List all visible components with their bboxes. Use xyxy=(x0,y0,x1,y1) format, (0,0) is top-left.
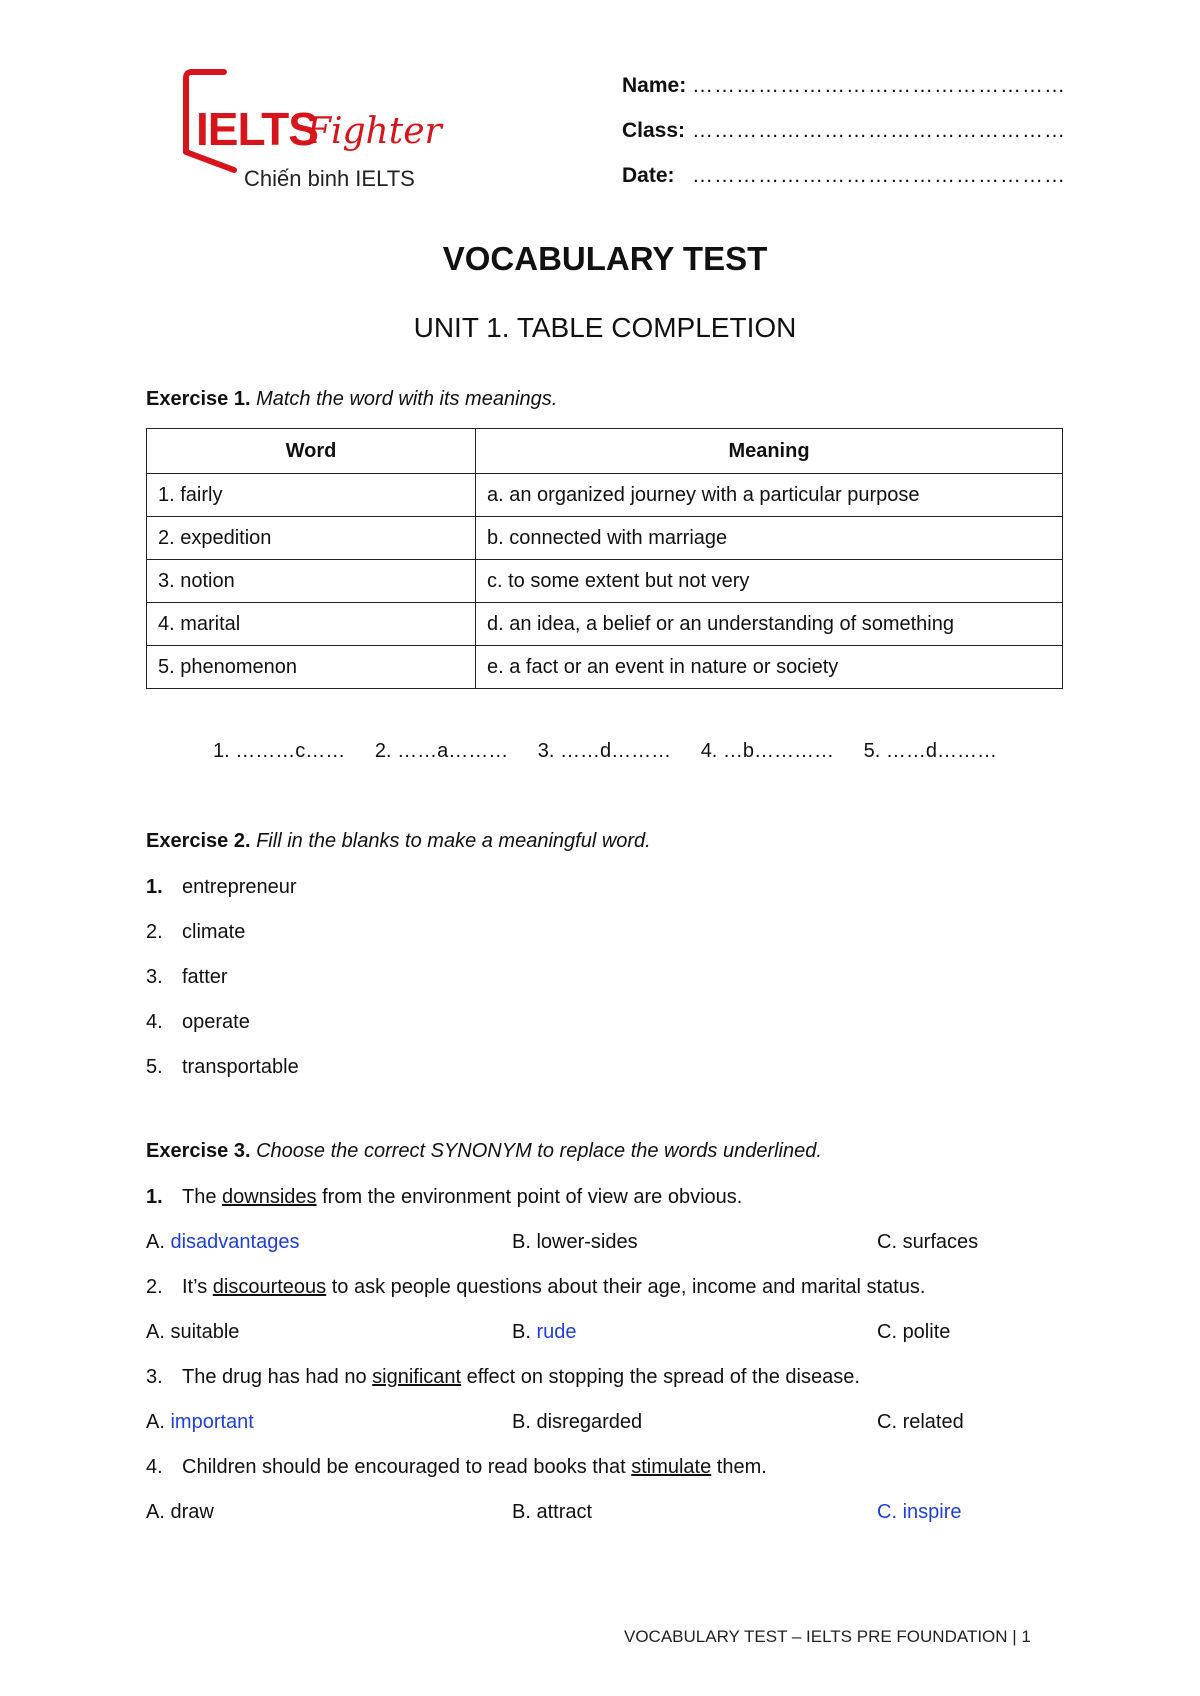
list-item xyxy=(146,966,299,1011)
option-text: attract xyxy=(536,1501,593,1523)
question-text xyxy=(182,1186,742,1209)
exercise-1-label: Exercise 1. xyxy=(146,388,251,410)
option-text: disadvantages xyxy=(170,1231,300,1253)
item-number: 1. xyxy=(146,876,163,898)
student-info-fields xyxy=(622,74,1066,209)
date-field[interactable] xyxy=(622,164,1066,209)
item-number: 3. xyxy=(146,966,163,988)
question-text-after: them. xyxy=(711,1456,767,1478)
page-subtitle: UNIT 1. TABLE COMPLETION xyxy=(413,312,797,343)
item-number: 4. xyxy=(146,1011,163,1033)
word-cell: 2. expedition xyxy=(147,517,476,560)
option-letter: B. xyxy=(512,1231,531,1253)
item-number: 2. xyxy=(146,921,163,943)
answer-blank-5[interactable]: 5. ……d……… xyxy=(863,740,997,762)
table-row xyxy=(147,517,1063,560)
item-number: 5. xyxy=(146,1056,163,1078)
exercise-3-instruction: Choose the correct SYNONYM to replace the words underlined. xyxy=(256,1140,822,1162)
table-row xyxy=(147,603,1063,646)
meaning-cell: a. an organized journey with a particular purpose xyxy=(476,474,1063,517)
option-letter: C. xyxy=(877,1321,897,1343)
option-b[interactable] xyxy=(512,1411,642,1434)
exercise-2-heading xyxy=(146,830,651,853)
class-field[interactable] xyxy=(622,119,1066,164)
logo-script-text: Fighter xyxy=(306,111,442,152)
page-footer: VOCABULARY TEST – IELTS PRE FOUNDATION | 1 xyxy=(624,1627,1031,1646)
option-letter: A. xyxy=(146,1231,165,1253)
option-c[interactable] xyxy=(877,1501,961,1524)
name-blank[interactable]: …………………………………………… xyxy=(692,74,1066,97)
date-label: Date: xyxy=(622,164,675,187)
item-word: transportable xyxy=(182,1056,299,1078)
logo-subtitle: Chiến binh IELTS xyxy=(244,166,415,191)
option-letter: B. xyxy=(512,1321,531,1343)
option-a[interactable] xyxy=(146,1411,254,1434)
option-b[interactable] xyxy=(512,1321,577,1344)
exercise-1-answers xyxy=(0,740,1200,763)
answer-blank-4[interactable]: 4. …b………… xyxy=(700,740,835,762)
question-text xyxy=(182,1366,860,1389)
question-text-before: It’s xyxy=(182,1276,213,1298)
exercise-1-heading xyxy=(146,388,557,411)
option-text: disregarded xyxy=(536,1411,643,1433)
word-column-header: Word xyxy=(147,429,476,474)
option-c[interactable] xyxy=(877,1411,964,1434)
option-text: lower-sides xyxy=(536,1231,638,1253)
option-letter: C. xyxy=(877,1411,897,1433)
option-b[interactable] xyxy=(512,1231,638,1254)
question-text-before: Children should be encouraged to read books that xyxy=(182,1456,632,1478)
option-letter: A. xyxy=(146,1321,165,1343)
question-3 xyxy=(146,1366,860,1389)
item-word: fatter xyxy=(182,966,228,988)
question-number: 1. xyxy=(146,1186,163,1208)
class-blank[interactable]: …………………………………………… xyxy=(692,119,1066,142)
option-b[interactable] xyxy=(512,1501,592,1524)
meaning-cell: d. an idea, a belief or an understanding of something xyxy=(476,603,1063,646)
option-c[interactable] xyxy=(877,1321,950,1344)
question-number: 2. xyxy=(146,1276,163,1298)
option-letter: B. xyxy=(512,1411,531,1433)
question-text-after: effect on stopping the spread of the disease. xyxy=(461,1366,860,1388)
underlined-word: discourteous xyxy=(212,1276,327,1298)
logo-main-text: IELTS xyxy=(196,103,318,155)
list-item xyxy=(146,876,299,921)
underlined-word: significant xyxy=(372,1366,462,1388)
option-letter: C. xyxy=(877,1231,897,1253)
option-text: suitable xyxy=(170,1321,240,1343)
answer-blank-2[interactable]: 2. ……a……… xyxy=(374,740,509,762)
word-cell: 4. marital xyxy=(147,603,476,646)
option-text: inspire xyxy=(902,1501,962,1523)
exercise-2-list xyxy=(146,876,299,1101)
exercise-2-instruction: Fill in the blanks to make a meaningful word. xyxy=(256,830,651,852)
option-text: draw xyxy=(170,1501,214,1523)
option-letter: B. xyxy=(512,1501,531,1523)
item-word: operate xyxy=(182,1011,250,1033)
word-cell: 3. notion xyxy=(147,560,476,603)
word-cell: 5. phenomenon xyxy=(147,646,476,689)
meaning-cell: c. to some extent but not very xyxy=(476,560,1063,603)
question-text-after: to ask people questions about their age, income and marital status. xyxy=(326,1276,926,1298)
option-letter: A. xyxy=(146,1411,165,1433)
word-cell: 1. fairly xyxy=(147,474,476,517)
item-word: climate xyxy=(182,921,246,943)
answer-blank-3[interactable]: 3. ……d……… xyxy=(537,740,672,762)
ielts-fighter-logo xyxy=(178,68,498,198)
exercise-3-heading xyxy=(146,1140,822,1163)
underlined-word: downsides xyxy=(222,1186,317,1208)
question-1 xyxy=(146,1186,742,1209)
question-4 xyxy=(146,1456,767,1479)
option-letter: C. xyxy=(877,1501,897,1523)
meaning-cell: e. a fact or an event in nature or society xyxy=(476,646,1063,689)
option-a[interactable] xyxy=(146,1321,239,1344)
name-field[interactable] xyxy=(622,74,1066,119)
list-item xyxy=(146,1056,299,1101)
class-label: Class: xyxy=(622,119,686,142)
page-title: VOCABULARY TEST xyxy=(442,240,768,277)
list-item xyxy=(146,1011,299,1056)
exercise-1-instruction: Match the word with its meanings. xyxy=(256,388,558,410)
option-text: important xyxy=(170,1411,254,1433)
list-item xyxy=(146,921,299,966)
option-text: rude xyxy=(536,1321,577,1343)
question-text-before: The drug has had no xyxy=(182,1366,373,1388)
meaning-column-header: Meaning xyxy=(476,429,1063,474)
question-text-after: from the environment point of view are obvious. xyxy=(316,1186,743,1208)
option-text: surfaces xyxy=(902,1231,979,1253)
table-row xyxy=(147,646,1063,689)
table-row xyxy=(147,560,1063,603)
item-word: entrepreneur xyxy=(182,876,297,898)
option-text: polite xyxy=(902,1321,951,1343)
question-2 xyxy=(146,1276,925,1299)
question-text-before: The xyxy=(182,1186,223,1208)
question-number: 3. xyxy=(146,1366,163,1388)
option-c[interactable] xyxy=(877,1231,978,1254)
option-text: related xyxy=(902,1411,964,1433)
question-text xyxy=(182,1276,925,1299)
name-label: Name: xyxy=(622,74,687,97)
table-header-row xyxy=(147,429,1063,474)
table-row xyxy=(147,474,1063,517)
meaning-cell: b. connected with marriage xyxy=(476,517,1063,560)
date-blank[interactable]: …………………………………………… xyxy=(692,164,1066,187)
matching-table xyxy=(146,428,1063,689)
option-a[interactable] xyxy=(146,1231,299,1254)
question-number: 4. xyxy=(146,1456,163,1478)
underlined-word: stimulate xyxy=(631,1456,712,1478)
exercise-3-label: Exercise 3. xyxy=(146,1140,251,1162)
answer-blank-1[interactable]: 1. ………c…… xyxy=(213,740,346,762)
option-letter: A. xyxy=(146,1501,165,1523)
exercise-2-label: Exercise 2. xyxy=(146,830,251,852)
question-text xyxy=(182,1456,767,1479)
option-a[interactable] xyxy=(146,1501,214,1524)
